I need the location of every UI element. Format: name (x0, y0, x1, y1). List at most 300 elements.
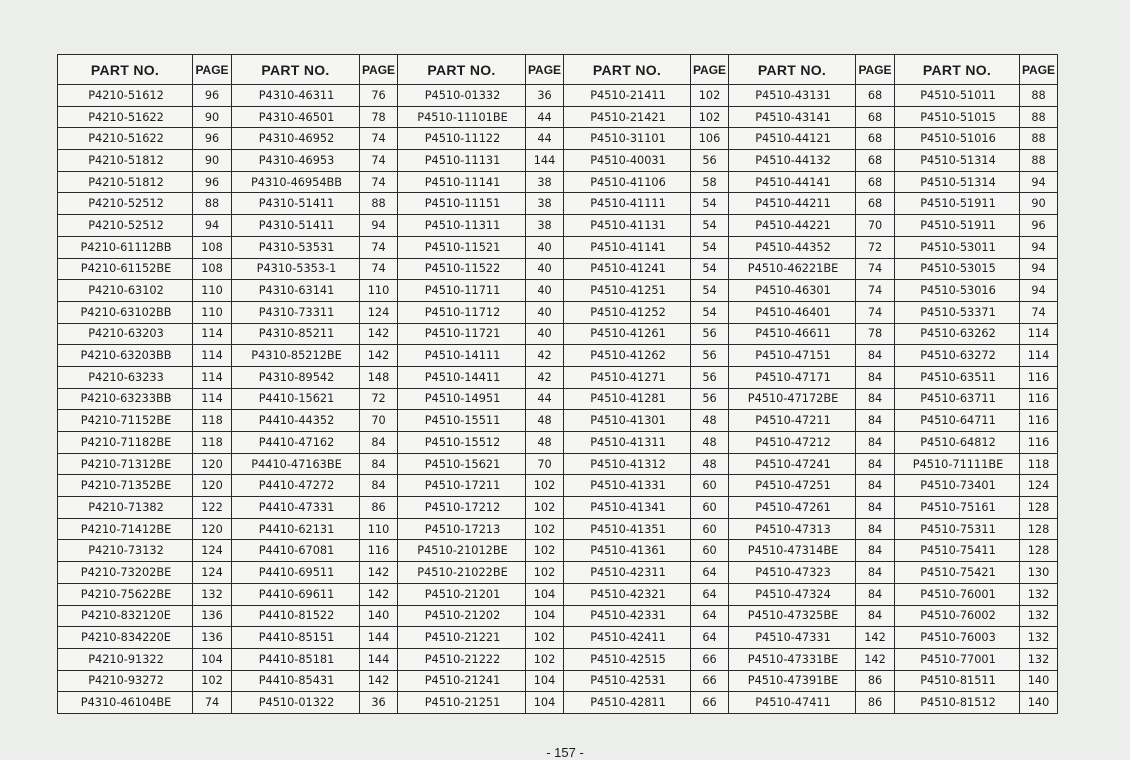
page-cell: 102 (526, 518, 564, 540)
part-no-cell: P4210-834220E (58, 627, 193, 649)
page-cell: 84 (360, 453, 398, 475)
part-no-cell: P4510-76001 (895, 583, 1020, 605)
page-cell: 88 (1020, 85, 1058, 107)
page-cell: 68 (856, 150, 895, 172)
part-no-cell: P4510-47251 (729, 475, 856, 497)
page-cell: 84 (856, 562, 895, 584)
part-no-cell: P4510-42811 (564, 692, 691, 714)
page-cell: 90 (193, 150, 232, 172)
page-cell: 102 (526, 540, 564, 562)
part-no-cell: P4510-41131 (564, 215, 691, 237)
part-no-cell: P4310-63141 (232, 280, 360, 302)
part-no-cell: P4510-40031 (564, 150, 691, 172)
part-no-cell: P4510-47241 (729, 453, 856, 475)
page-cell: 104 (193, 648, 232, 670)
part-no-cell: P4510-41141 (564, 236, 691, 258)
part-no-cell: P4310-51411 (232, 215, 360, 237)
table-row (58, 475, 1058, 497)
page-cell: 142 (856, 648, 895, 670)
table-row (58, 280, 1058, 302)
part-no-cell: P4210-52512 (58, 215, 193, 237)
page-cell: 56 (691, 323, 729, 345)
table-row (58, 670, 1058, 692)
part-no-cell: P4410-69511 (232, 562, 360, 584)
page-cell: 86 (360, 497, 398, 519)
page-cell: 136 (193, 605, 232, 627)
part-no-cell: P4510-71111BE (895, 453, 1020, 475)
part-no-cell: P4410-15621 (232, 388, 360, 410)
part-no-cell: P4510-41111 (564, 193, 691, 215)
part-no-cell: P4510-75161 (895, 497, 1020, 519)
part-no-cell: P4210-63233BB (58, 388, 193, 410)
table-row (58, 648, 1058, 670)
part-no-cell: P4210-75622BE (58, 583, 193, 605)
part-no-cell: P4510-44141 (729, 171, 856, 193)
page-cell: 110 (193, 301, 232, 323)
part-no-cell: P4510-41341 (564, 497, 691, 519)
page-cell: 84 (856, 583, 895, 605)
table-row (58, 193, 1058, 215)
part-no-cell: P4410-85151 (232, 627, 360, 649)
part-no-cell: P4510-21202 (398, 605, 526, 627)
part-no-cell: P4510-15511 (398, 410, 526, 432)
part-no-cell: P4510-21421 (564, 106, 691, 128)
page-cell: 142 (360, 345, 398, 367)
page-cell: 132 (1020, 627, 1058, 649)
part-no-cell: P4310-46104BE (58, 692, 193, 714)
part-no-cell: P4510-41301 (564, 410, 691, 432)
page-cell: 84 (856, 432, 895, 454)
part-no-cell: P4410-85431 (232, 670, 360, 692)
page-cell: 140 (1020, 670, 1058, 692)
part-no-cell: P4210-63102BB (58, 301, 193, 323)
part-no-cell: P4210-51812 (58, 171, 193, 193)
part-no-cell: P4310-46501 (232, 106, 360, 128)
col-header-page: PAGE (526, 55, 564, 85)
part-no-cell: P4510-51011 (895, 85, 1020, 107)
part-no-cell: P4510-46401 (729, 301, 856, 323)
part-no-cell: P4510-11711 (398, 280, 526, 302)
page-cell: 102 (526, 475, 564, 497)
part-no-cell: P4410-69611 (232, 583, 360, 605)
table-row (58, 301, 1058, 323)
page-cell: 94 (1020, 171, 1058, 193)
page-cell: 68 (856, 171, 895, 193)
part-no-cell: P4510-47313 (729, 518, 856, 540)
page-cell: 110 (193, 280, 232, 302)
part-no-cell: P4310-5353-1 (232, 258, 360, 280)
page-cell: 56 (691, 150, 729, 172)
part-no-cell: P4310-46954BB (232, 171, 360, 193)
part-no-cell: P4510-11721 (398, 323, 526, 345)
page-cell: 88 (1020, 150, 1058, 172)
page-cell: 36 (526, 85, 564, 107)
part-no-cell: P4510-44352 (729, 236, 856, 258)
page-cell: 74 (856, 280, 895, 302)
page-cell: 130 (1020, 562, 1058, 584)
part-no-cell: P4510-63262 (895, 323, 1020, 345)
page-cell: 128 (1020, 540, 1058, 562)
part-no-cell: P4510-11122 (398, 128, 526, 150)
page-cell: 70 (360, 410, 398, 432)
page-cell: 74 (193, 692, 232, 714)
page-cell: 118 (1020, 453, 1058, 475)
part-no-cell: P4510-81511 (895, 670, 1020, 692)
page-number: - 157 - (546, 745, 584, 760)
part-no-cell: P4510-21012BE (398, 540, 526, 562)
part-no-cell: P4510-21251 (398, 692, 526, 714)
part-no-cell: P4510-47151 (729, 345, 856, 367)
page-cell: 90 (193, 106, 232, 128)
page-cell: 78 (360, 106, 398, 128)
part-no-cell: P4510-41351 (564, 518, 691, 540)
part-no-cell: P4510-44132 (729, 150, 856, 172)
page-cell: 38 (526, 215, 564, 237)
col-header-page: PAGE (360, 55, 398, 85)
col-header-page: PAGE (691, 55, 729, 85)
part-no-cell: P4510-51911 (895, 215, 1020, 237)
page-cell: 102 (526, 648, 564, 670)
page-cell: 102 (526, 627, 564, 649)
page-cell: 116 (1020, 432, 1058, 454)
page-cell: 54 (691, 258, 729, 280)
part-no-cell: P4210-71152BE (58, 410, 193, 432)
page-cell: 84 (856, 366, 895, 388)
page-cell: 64 (691, 605, 729, 627)
page-cell: 84 (360, 432, 398, 454)
page-cell: 142 (856, 627, 895, 649)
part-no-cell: P4510-41281 (564, 388, 691, 410)
part-no-cell: P4510-15512 (398, 432, 526, 454)
page-cell: 114 (1020, 345, 1058, 367)
page-cell: 106 (691, 128, 729, 150)
page-cell: 140 (360, 605, 398, 627)
table-row (58, 518, 1058, 540)
page-cell: 74 (1020, 301, 1058, 323)
table-row (58, 453, 1058, 475)
page-cell: 74 (360, 258, 398, 280)
part-no-cell: P4510-51015 (895, 106, 1020, 128)
page-cell: 48 (691, 453, 729, 475)
page-cell: 144 (360, 648, 398, 670)
page-cell: 122 (193, 497, 232, 519)
page-cell: 64 (691, 583, 729, 605)
part-no-cell: P4510-41311 (564, 432, 691, 454)
part-no-cell: P4510-41261 (564, 323, 691, 345)
part-no-cell: P4210-71412BE (58, 518, 193, 540)
table-row (58, 583, 1058, 605)
page-cell: 54 (691, 280, 729, 302)
page-cell: 108 (193, 236, 232, 258)
part-no-cell: P4310-46311 (232, 85, 360, 107)
page-cell: 114 (193, 366, 232, 388)
part-no-cell: P4510-14951 (398, 388, 526, 410)
part-no-cell: P4510-47331 (729, 627, 856, 649)
part-no-cell: P4510-53011 (895, 236, 1020, 258)
page-cell: 76 (360, 85, 398, 107)
col-header-page: PAGE (193, 55, 232, 85)
page-cell: 40 (526, 258, 564, 280)
page-cell: 124 (193, 562, 232, 584)
page-cell: 116 (1020, 410, 1058, 432)
parts-index-table (57, 54, 1058, 714)
part-no-cell: P4510-51314 (895, 150, 1020, 172)
page-cell: 102 (526, 497, 564, 519)
page-cell: 68 (856, 128, 895, 150)
part-no-cell: P4510-63272 (895, 345, 1020, 367)
part-no-cell: P4410-47331 (232, 497, 360, 519)
page-cell: 114 (193, 345, 232, 367)
page-cell: 94 (360, 215, 398, 237)
page-cell: 88 (360, 193, 398, 215)
page-cell: 84 (856, 345, 895, 367)
table-row (58, 410, 1058, 432)
part-no-cell: P4510-47331BE (729, 648, 856, 670)
part-no-cell: P4510-47171 (729, 366, 856, 388)
page-cell: 54 (691, 236, 729, 258)
table-row (58, 171, 1058, 193)
table-row (58, 627, 1058, 649)
part-no-cell: P4210-51812 (58, 150, 193, 172)
part-no-cell: P4510-75411 (895, 540, 1020, 562)
part-no-cell: P4310-85211 (232, 323, 360, 345)
part-no-cell: P4510-11101BE (398, 106, 526, 128)
part-no-cell: P4510-11151 (398, 193, 526, 215)
page-cell: 120 (193, 453, 232, 475)
col-header-part-no: PART NO. (729, 55, 856, 85)
table-row (58, 497, 1058, 519)
part-no-cell: P4410-44352 (232, 410, 360, 432)
part-no-cell: P4510-73401 (895, 475, 1020, 497)
part-no-cell: P4510-81512 (895, 692, 1020, 714)
page-cell: 44 (526, 388, 564, 410)
page-cell: 60 (691, 497, 729, 519)
page-cell: 104 (526, 605, 564, 627)
part-no-cell: P4510-47172BE (729, 388, 856, 410)
col-header-part-no: PART NO. (232, 55, 360, 85)
part-no-cell: P4210-73132 (58, 540, 193, 562)
part-no-cell: P4310-73311 (232, 301, 360, 323)
table-row (58, 150, 1058, 172)
page-cell: 60 (691, 540, 729, 562)
page-cell: 84 (856, 453, 895, 475)
page-cell: 110 (360, 280, 398, 302)
page-cell: 142 (360, 670, 398, 692)
part-no-cell: P4510-11131 (398, 150, 526, 172)
header-row (58, 55, 1058, 85)
page-cell: 94 (193, 215, 232, 237)
page-cell: 68 (856, 106, 895, 128)
table-row (58, 692, 1058, 714)
part-no-cell: P4510-75421 (895, 562, 1020, 584)
part-no-cell: P4210-61112BB (58, 236, 193, 258)
table-row (58, 540, 1058, 562)
page-cell: 68 (856, 193, 895, 215)
part-no-cell: P4410-62131 (232, 518, 360, 540)
part-no-cell: P4510-53015 (895, 258, 1020, 280)
page-cell: 96 (1020, 215, 1058, 237)
part-no-cell: P4410-85181 (232, 648, 360, 670)
page-cell: 74 (856, 301, 895, 323)
page-cell: 104 (526, 692, 564, 714)
page-cell: 116 (1020, 388, 1058, 410)
part-no-cell: P4210-71182BE (58, 432, 193, 454)
page-cell: 84 (856, 518, 895, 540)
page-cell: 128 (1020, 497, 1058, 519)
part-no-cell: P4510-11712 (398, 301, 526, 323)
page-cell: 72 (856, 236, 895, 258)
table-row (58, 215, 1058, 237)
part-no-cell: P4510-44211 (729, 193, 856, 215)
part-no-cell: P4510-21221 (398, 627, 526, 649)
part-no-cell: P4510-41241 (564, 258, 691, 280)
page-cell: 44 (526, 128, 564, 150)
part-no-cell: P4410-47162 (232, 432, 360, 454)
page-cell: 38 (526, 193, 564, 215)
part-no-cell: P4510-47391BE (729, 670, 856, 692)
part-no-cell: P4510-42321 (564, 583, 691, 605)
part-no-cell: P4510-11311 (398, 215, 526, 237)
page-cell: 38 (526, 171, 564, 193)
col-header-page: PAGE (856, 55, 895, 85)
page-cell: 84 (856, 388, 895, 410)
table-row (58, 432, 1058, 454)
part-no-cell: P4410-81522 (232, 605, 360, 627)
part-no-cell: P4510-41106 (564, 171, 691, 193)
page-cell: 48 (691, 410, 729, 432)
part-no-cell: P4510-47314BE (729, 540, 856, 562)
page-cell: 86 (856, 670, 895, 692)
part-no-cell: P4510-11522 (398, 258, 526, 280)
page-cell: 132 (1020, 605, 1058, 627)
part-no-cell: P4310-89542 (232, 366, 360, 388)
page-cell: 56 (691, 388, 729, 410)
page-cell: 78 (856, 323, 895, 345)
page-cell: 88 (1020, 128, 1058, 150)
part-no-cell: P4210-71382 (58, 497, 193, 519)
part-no-cell: P4210-52512 (58, 193, 193, 215)
part-no-cell: P4510-41262 (564, 345, 691, 367)
part-no-cell: P4310-85212BE (232, 345, 360, 367)
part-no-cell: P4510-41312 (564, 453, 691, 475)
part-no-cell: P4510-63511 (895, 366, 1020, 388)
page-cell: 144 (526, 150, 564, 172)
page-cell: 114 (193, 323, 232, 345)
page-cell: 86 (856, 692, 895, 714)
page-cell: 116 (1020, 366, 1058, 388)
part-no-cell: P4210-51612 (58, 85, 193, 107)
page-cell: 144 (360, 627, 398, 649)
page-cell: 40 (526, 236, 564, 258)
page-cell: 54 (691, 301, 729, 323)
page-cell: 142 (360, 562, 398, 584)
page-cell: 124 (360, 301, 398, 323)
part-no-cell: P4510-46221BE (729, 258, 856, 280)
col-header-part-no: PART NO. (58, 55, 193, 85)
part-no-cell: P4210-73202BE (58, 562, 193, 584)
page-cell: 102 (691, 85, 729, 107)
page-cell: 68 (856, 85, 895, 107)
part-no-cell: P4210-91322 (58, 648, 193, 670)
part-no-cell: P4410-47272 (232, 475, 360, 497)
page-cell: 120 (193, 518, 232, 540)
page-cell: 48 (691, 432, 729, 454)
page-cell: 94 (1020, 258, 1058, 280)
part-no-cell: P4510-44121 (729, 128, 856, 150)
part-no-cell: P4510-47411 (729, 692, 856, 714)
part-no-cell: P4510-41271 (564, 366, 691, 388)
page-cell: 56 (691, 345, 729, 367)
part-no-cell: P4510-51911 (895, 193, 1020, 215)
page-cell: 40 (526, 280, 564, 302)
page-cell: 48 (526, 410, 564, 432)
part-no-cell: P4510-44221 (729, 215, 856, 237)
part-no-cell: P4310-51411 (232, 193, 360, 215)
table-row (58, 85, 1058, 107)
page-cell: 110 (360, 518, 398, 540)
page-cell: 120 (193, 475, 232, 497)
page-cell: 70 (856, 215, 895, 237)
page-cell: 104 (526, 583, 564, 605)
col-header-part-no: PART NO. (895, 55, 1020, 85)
page-cell: 132 (193, 583, 232, 605)
page-cell: 54 (691, 193, 729, 215)
page-cell: 114 (1020, 323, 1058, 345)
part-no-cell: P4510-53371 (895, 301, 1020, 323)
page-cell: 116 (360, 540, 398, 562)
page-cell: 148 (360, 366, 398, 388)
part-no-cell: P4210-71312BE (58, 453, 193, 475)
table-body (58, 85, 1058, 714)
page-cell: 58 (691, 171, 729, 193)
part-no-cell: P4210-51622 (58, 106, 193, 128)
part-no-cell: P4510-77001 (895, 648, 1020, 670)
part-no-cell: P4510-21222 (398, 648, 526, 670)
page-cell: 102 (691, 106, 729, 128)
page-cell: 118 (193, 410, 232, 432)
part-no-cell: P4510-21241 (398, 670, 526, 692)
part-no-cell: P4510-41361 (564, 540, 691, 562)
table-row (58, 106, 1058, 128)
part-no-cell: P4210-71352BE (58, 475, 193, 497)
part-no-cell: P4510-43131 (729, 85, 856, 107)
part-no-cell: P4210-63102 (58, 280, 193, 302)
page-cell: 142 (360, 583, 398, 605)
page-cell: 140 (1020, 692, 1058, 714)
table-row (58, 605, 1058, 627)
part-no-cell: P4510-75311 (895, 518, 1020, 540)
page-cell: 56 (691, 366, 729, 388)
page-cell: 54 (691, 215, 729, 237)
part-no-cell: P4510-21411 (564, 85, 691, 107)
part-no-cell: P4410-47163BE (232, 453, 360, 475)
part-no-cell: P4510-11141 (398, 171, 526, 193)
page-cell: 66 (691, 670, 729, 692)
part-no-cell: P4510-01322 (232, 692, 360, 714)
part-no-cell: P4510-47323 (729, 562, 856, 584)
part-no-cell: P4510-76003 (895, 627, 1020, 649)
page-cell: 94 (1020, 280, 1058, 302)
part-no-cell: P4210-93272 (58, 670, 193, 692)
part-no-cell: P4510-47261 (729, 497, 856, 519)
page-cell: 36 (360, 692, 398, 714)
page-cell: 90 (1020, 193, 1058, 215)
part-no-cell: P4210-63233 (58, 366, 193, 388)
part-no-cell: P4510-47211 (729, 410, 856, 432)
page-cell: 108 (193, 258, 232, 280)
page-cell: 84 (856, 410, 895, 432)
part-no-cell: P4510-47212 (729, 432, 856, 454)
